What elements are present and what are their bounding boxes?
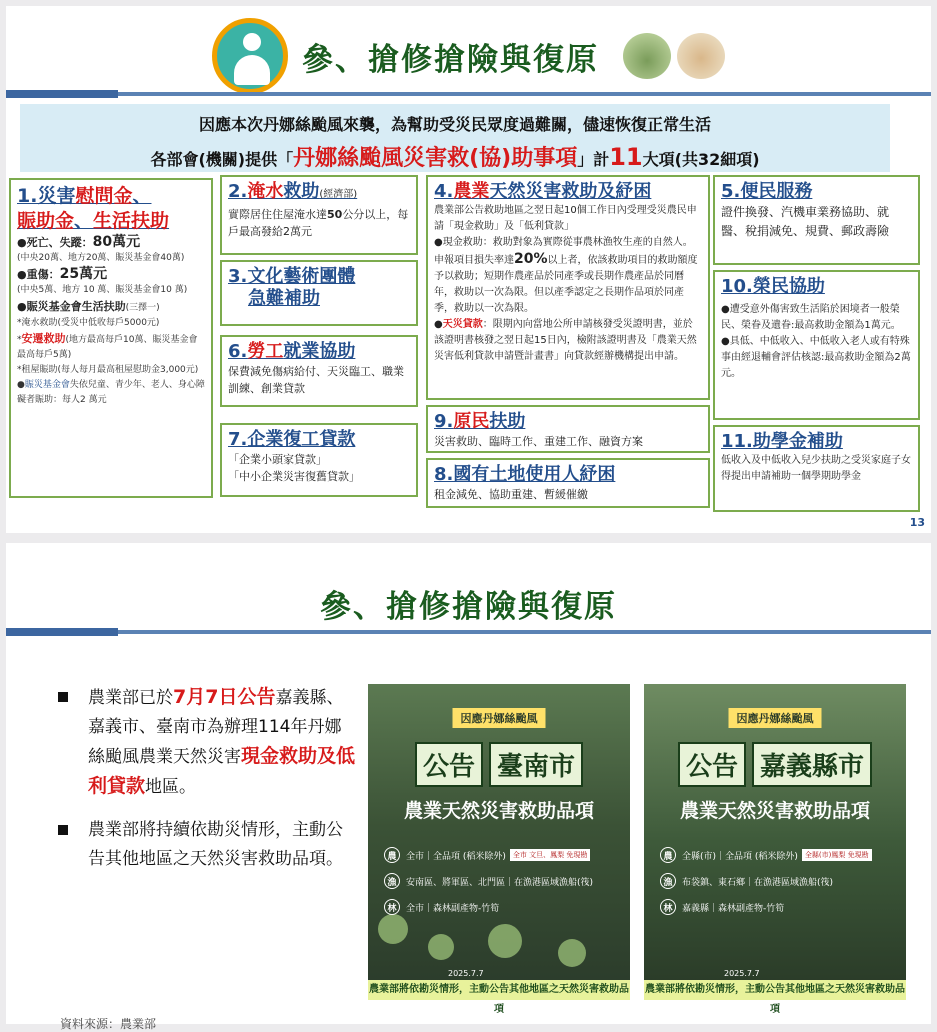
box-7-body: 「企業小頭家貸款」 「中小企業災害復舊貸款」 <box>228 453 360 483</box>
poster-row-fishery: 漁 安南區、將軍區、北門區｜在漁港區域漁船(筏) <box>384 872 620 890</box>
poster-subtitle: 農業天然災害救助品項 <box>679 800 870 822</box>
poster-chiayi <box>644 684 906 1015</box>
box-6-body: 保費減免傷病給付、天災臨工、職業訓練、創業貸款 <box>228 365 404 395</box>
box-8-state-land-relief <box>426 458 710 508</box>
poster-announcement: 公告 嘉義縣市 <box>644 742 906 787</box>
box-5-public-services <box>713 175 920 265</box>
bullet-item-1: 農業部已於7月7日公告嘉義縣、嘉義市、臺南市為辦理114年丹娜絲颱風農業天然災害現金救助及低利貸款地區。 <box>58 683 358 802</box>
box-8-heading: 8.國有土地使用人紓困 <box>434 464 616 485</box>
box-2-flood-relief <box>220 175 418 255</box>
poster-row-forestry: 林 嘉義縣｜森林副產物-竹筍 <box>660 898 896 916</box>
poster-caption: 農業部將依勘災情形，主動公告其他地區之天然災害救助品項 <box>644 980 906 1000</box>
box-9-indigenous-assistance <box>426 405 710 453</box>
title-rule-accent <box>6 90 118 98</box>
person-care-icon <box>212 18 288 94</box>
box-10-body: ●遭受意外傷害致生活陷於困境者一般榮民、榮眷及遺眷:最高救助金額為1萬元。 ●具低、中低收入、中低收入老人或有特殊事由經退輔會評估核認:最高救助金額為2萬元。 <box>721 304 911 379</box>
box-8-body: 租金減免、協助重建、暫緩催繳 <box>434 488 588 501</box>
box-2-body: 實際居住住屋淹水達50公分以上，每戶最高發給2萬元 <box>228 208 409 238</box>
box-4-heading: 4.農業天然災害救助及紓困 <box>434 181 652 202</box>
slide-2-header <box>6 581 931 626</box>
slide-2-title: 參、搶修搶險與復原 <box>320 589 617 625</box>
poster-row-forestry: 林 全市｜森林副產物-竹筍 <box>384 898 620 916</box>
intro-banner <box>20 104 890 172</box>
poster-announcement: 公告 臺南市 <box>368 742 630 787</box>
bullet-list <box>58 683 358 888</box>
poster-caption: 農業部將依勘災情形，主動公告其他地區之天然災害救助品項 <box>368 980 630 1000</box>
box-5-heading: 5.便民服務 <box>721 181 813 202</box>
box-10-heading: 10.榮民協助 <box>721 276 825 297</box>
box-4-body: 農業部公告救助地區之翌日起10個工作日內受理受災農民申請「現金救助」及「低利貸款」 ●現金救助：救助對象為實際從事農林漁牧生產的自然人。申報項目損失率達20%以上者，依該救助項目的救助額度予以救助；短期作農產品於同產季或長期作農產品於同曆年，救助以一次為限。但以產季認定之長期作品項於同產季，救助以一次為限。 ●天災貸款：限期內向當地公所申請核發受災證明書，並於該證明書核發之翌日起15日內，檢附該證明書及「農業天然災害低利貸款申請暨計畫書」向貸款經辦機構提出申請。 <box>434 205 698 362</box>
box-1-heading: 1.災害慰問金、 賑助金、生活扶助 <box>17 185 170 232</box>
banner-line-1: 因應本次丹娜絲颱風來襲，為幫助受災民眾度過難關，儘速恢復正常生活 <box>198 115 711 134</box>
box-6-heading: 6.勞工就業協助 <box>228 341 356 362</box>
box-1-disaster-relief <box>9 178 213 498</box>
box-7-business-loans <box>220 423 418 497</box>
box-1-body: ●死亡、失蹤：80萬元 (中央20萬、地方20萬、賑災基金會40萬) ●重傷：25萬元 (中央5萬、地方 10 萬、賑災基金會10 萬) ●賑災基金會生活扶助(三擇一) *淹水救助(受災中低收每戶5000元) *安遷救助(地方最高每戶10萬、賑災基金會最高每戶5萬) *租屋賑助(每人每月最高租屋慰助金3,000元) ●賑災基金會失依兒童、青少年、老人、身心障礙者賑助：每人2 萬元 <box>17 234 205 405</box>
poster-row-fishery: 漁 布袋鎮、東石鄉｜在漁港區域漁船(筏) <box>660 872 896 890</box>
banner-line-2: 各部會(機關)提供「丹娜絲颱風災害救(協)助事項」計11大項(共32細項) <box>150 143 760 171</box>
box-9-heading: 9.原民扶助 <box>434 411 526 432</box>
poster-date: 2025.7.7 <box>724 969 760 978</box>
box-11-body: 低收入及中低收入兒少扶助之受災家庭子女得提出申請補助一個學期助學金 <box>721 455 911 482</box>
poster-tainan <box>368 684 630 1015</box>
source-note: 資料來源：農業部 <box>60 1017 157 1031</box>
poster-top-label: 因應丹娜絲颱風 <box>453 708 546 728</box>
box-7-heading: 7.企業復工貸款 <box>228 429 356 450</box>
box-5-body: 證件換發、汽機車業務協助、就醫、稅捐減免、規費、郵政壽險 <box>721 205 890 238</box>
slide-1 <box>6 6 931 533</box>
slide-2 <box>6 543 931 1031</box>
page-number: 13 <box>909 516 925 529</box>
box-2-heading: 2.淹水救助(經濟部) <box>228 181 358 202</box>
poster-subtitle: 農業天然災害救助品項 <box>403 800 594 822</box>
poster-date: 2025.7.7 <box>448 969 484 978</box>
box-3-heading: 3.文化藝術團體 急難補助 <box>228 266 356 309</box>
box-10-veterans-assistance <box>713 270 920 420</box>
bullet-item-2: 農業部將持續依勘災情形，主動公告其他地區之天然災害救助品項。 <box>58 816 358 874</box>
farm-illustration <box>623 33 671 79</box>
people-illustration <box>677 33 725 79</box>
box-11-scholarship <box>713 425 920 512</box>
box-4-agriculture-relief <box>426 175 710 400</box>
poster-row-agriculture: 農 全縣(市)｜全品項 (稻米除外) 全縣(市)鳳梨 免現勘 <box>660 846 896 864</box>
slide-1-header <box>6 18 931 94</box>
title-rule <box>6 630 931 634</box>
poster-row-agriculture: 農 全市｜全品項 (稻米除外) 全市 文旦、鳳梨 免現勘 <box>384 846 620 864</box>
slide-1-title: 參、搶修搶險與復原 <box>302 41 599 78</box>
title-rule-accent <box>6 628 118 636</box>
box-11-heading: 11.助學金補助 <box>721 431 843 452</box>
box-9-body: 災害救助、臨時工作、重建工作、融資方案 <box>434 435 643 448</box>
box-6-labor-assistance <box>220 335 418 407</box>
title-rule <box>6 92 931 96</box>
poster-top-label: 因應丹娜絲颱風 <box>729 708 822 728</box>
box-3-arts-relief <box>220 260 418 326</box>
